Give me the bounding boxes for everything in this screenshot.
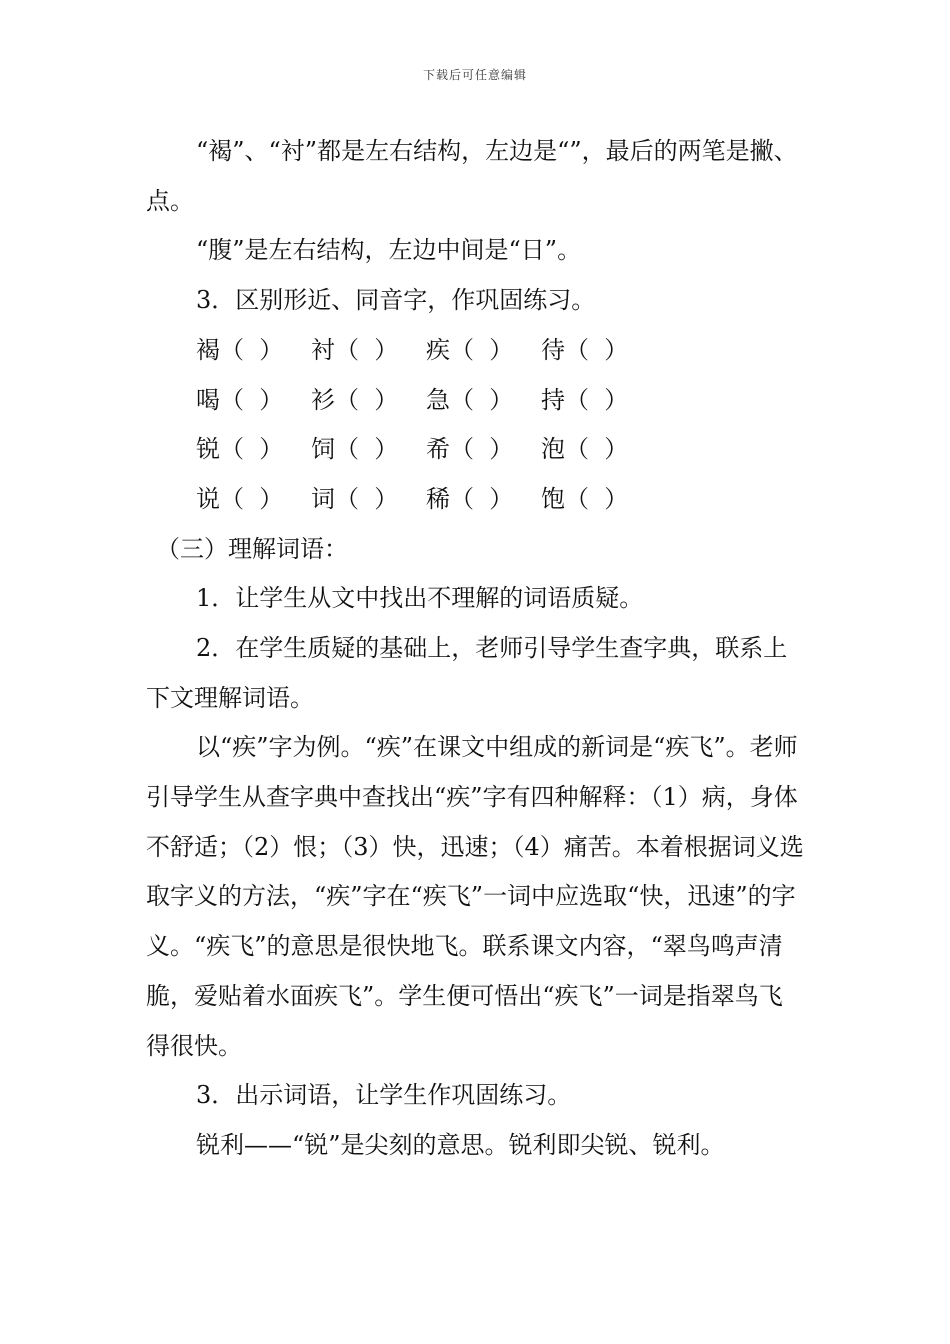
exercise-item: 希（ ） xyxy=(426,435,514,464)
page-header: 下载后可任意编辑 xyxy=(422,68,527,82)
exercise-row xyxy=(146,475,806,525)
exercise-item: 急（ ） xyxy=(426,385,514,414)
paragraph: “腹”是左右结构，左边中间是“日”。 xyxy=(196,236,582,265)
exercise-item: 说（ ） xyxy=(196,484,284,513)
exercise-item: 喝（ ） xyxy=(196,385,284,414)
paragraph: 锐利——“锐”是尖刻的意思。锐利即尖锐、锐利。 xyxy=(196,1131,725,1159)
exercise-row xyxy=(146,376,806,426)
exercise-item: 稀（ ） xyxy=(426,484,514,513)
exercise-row xyxy=(146,425,806,475)
exercise-item: 衬（ ） xyxy=(311,335,399,364)
exercise-item: 泡（ ） xyxy=(541,435,629,464)
exercise-item: 褐（ ） xyxy=(196,335,284,364)
document-body xyxy=(146,127,806,1171)
exercise-item: 饲（ ） xyxy=(311,435,399,464)
paragraph: 以“疾”字为例。“疾”在课文中组成的新词是“疾飞”。老师引导学生从查字典中查找出“疾”字有四种解释：（1）病，身体不舒适；（2）恨；（3）快，迅速；（4）痛苦。本着根据词义选取字义的方法，“疾”字在“疾飞”一词中应选取“快，迅速”的字义。“疾飞”的意思是很快地飞。联系课文内容，“翠鸟鸣声清脆，爱贴着水面疾飞”。学生便可悟出“疾飞”一词是指翠鸟飞得很快。 xyxy=(146,733,804,1060)
paragraph: 1．让学生从文中找出不理解的词语质疑。 xyxy=(196,584,644,613)
paragraph: 3．区别形近、同音字，作巩固练习。 xyxy=(196,286,596,315)
exercise-row xyxy=(146,326,806,376)
exercise-item: 锐（ ） xyxy=(196,435,284,464)
exercise-item: 持（ ） xyxy=(541,385,629,414)
paragraph: “褐”、“衬”都是左右结构，左边是“”，最后的两笔是撇、点。 xyxy=(146,137,798,215)
section-heading: （三）理解词语： xyxy=(156,534,348,563)
exercise-item: 词（ ） xyxy=(311,484,399,513)
exercise-item: 衫（ ） xyxy=(311,385,399,414)
exercise-item: 疾（ ） xyxy=(426,335,514,364)
exercise-item: 饱（ ） xyxy=(541,484,629,513)
paragraph: 3．出示词语，让学生作巩固练习。 xyxy=(196,1081,572,1110)
paragraph: 2．在学生质疑的基础上，老师引导学生查字典，联系上下文理解词语。 xyxy=(146,633,788,712)
exercise-item: 待（ ） xyxy=(541,335,629,364)
